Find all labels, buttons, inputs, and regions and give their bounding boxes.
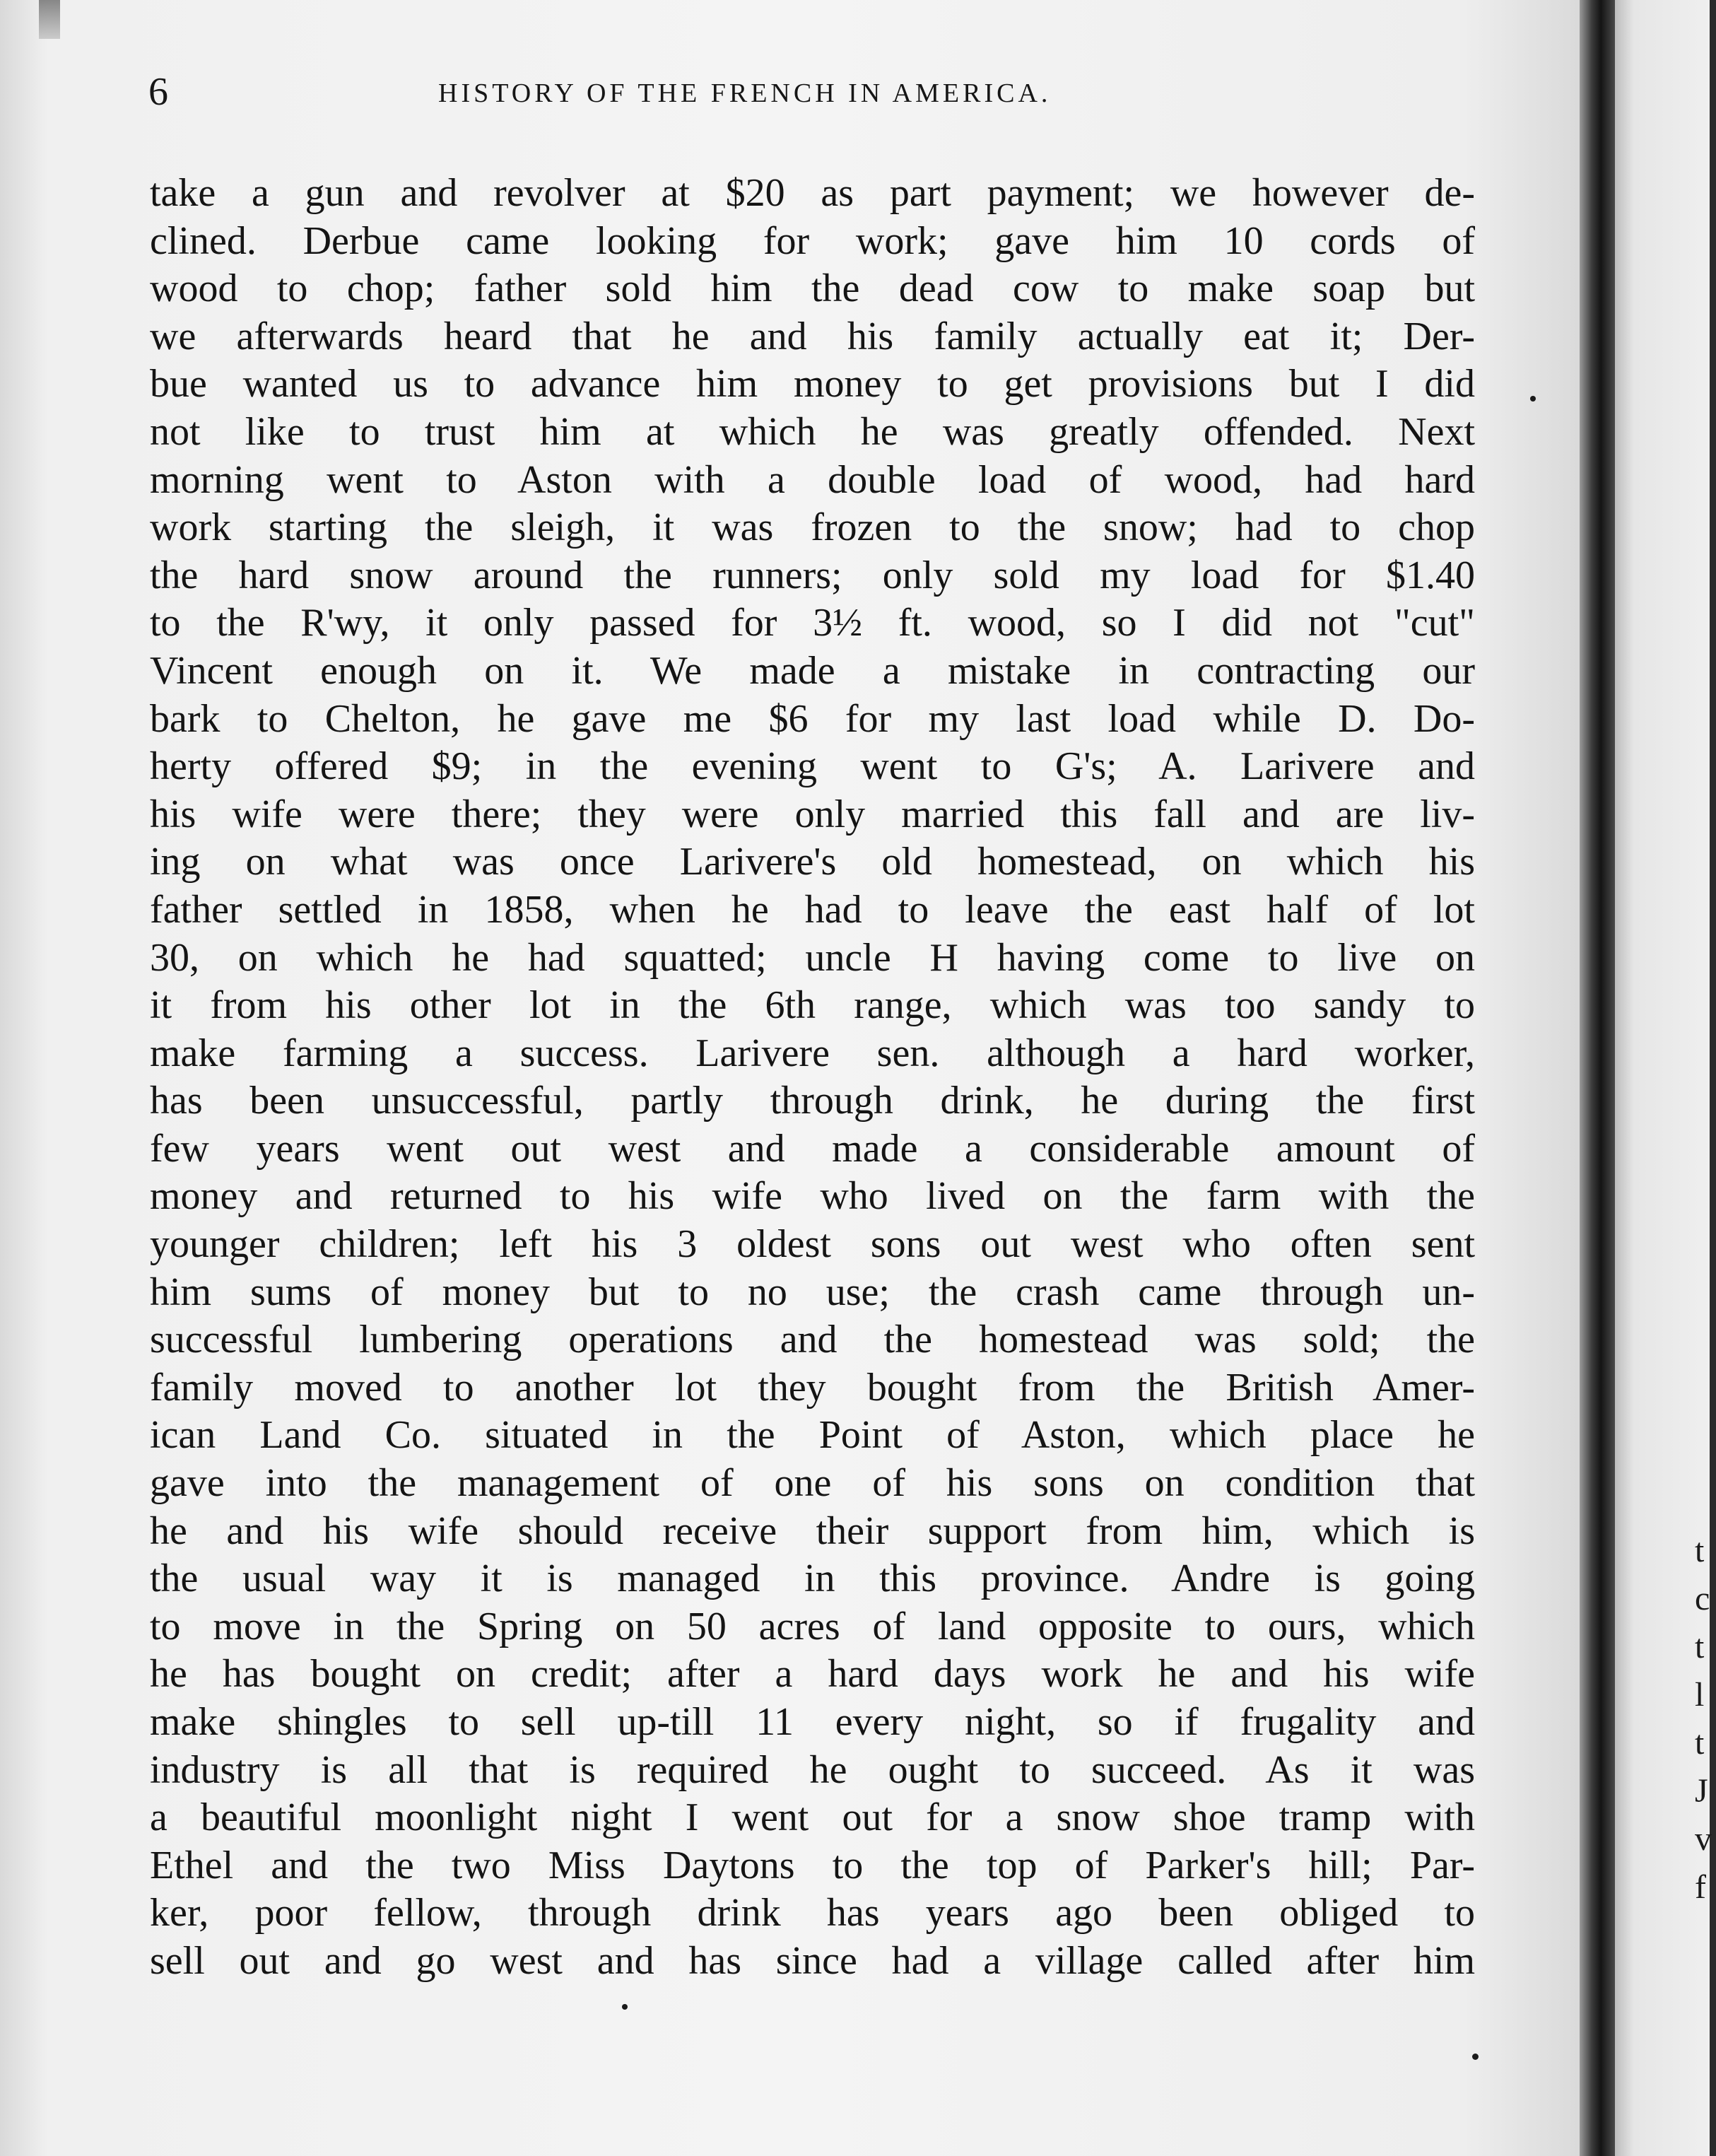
text-line: make shingles to sell up-till 11 every night, so if frugality and xyxy=(150,1700,1475,1744)
text-line: to move in the Spring on 50 acres of land opposite to ours, which xyxy=(150,1604,1475,1648)
text-line: few years went out west and made a considerable amount of xyxy=(150,1126,1475,1171)
text-line: successful lumbering operations and the homestead was sold; the xyxy=(150,1318,1475,1362)
text-line: ker, poor fellow, through drink has years ago been obliged to xyxy=(150,1891,1475,1935)
adjacent-letter: f xyxy=(1695,1868,1706,1906)
text-line: not like to trust him at which he was greatly offended. Next xyxy=(150,409,1475,454)
ink-speck xyxy=(1530,396,1536,402)
adjacent-letter: t xyxy=(1695,1628,1705,1665)
text-line: morning went to Aston with a double load of wood, had hard xyxy=(150,457,1475,502)
text-line: 30, on which he had squatted; uncle H having come to live on xyxy=(150,935,1475,980)
text-line: industry is all that is required he ought to succeed. As it was xyxy=(150,1747,1475,1792)
text-line: the hard snow around the runners; only sold my load for $1.40 xyxy=(150,553,1475,597)
page-number: 6 xyxy=(148,70,168,114)
text-line: we afterwards heard that he and his family actually eat it; Der- xyxy=(150,314,1475,358)
text-line: he and his wife should receive their support from him, which is xyxy=(150,1508,1475,1553)
text-line: his wife were there; they were only married this fall and are liv- xyxy=(150,792,1475,836)
adjacent-letter: J xyxy=(1695,1772,1708,1810)
scan-edge-mark xyxy=(39,0,60,39)
text-line: ing on what was once Larivere's old homestead, on which his xyxy=(150,840,1475,884)
text-line: bark to Chelton, he gave me $6 for my last load while D. Do- xyxy=(150,696,1475,741)
text-line: ican Land Co. situated in the Point of Aston, which place he xyxy=(150,1413,1475,1458)
text-line: to the R'wy, it only passed for 3½ ft. wood, so I did not "cut" xyxy=(150,601,1475,645)
adjacent-letter: v xyxy=(1695,1820,1712,1858)
adjacent-letter: c xyxy=(1695,1580,1710,1617)
text-line: work starting the sleigh, it was frozen to the snow; had to chop xyxy=(150,505,1475,550)
adjacent-page-letters xyxy=(1695,1527,1716,1911)
text-line: bue wanted us to advance him money to get provisions but I did xyxy=(150,362,1475,406)
text-line: him sums of money but to no use; the crash came through un- xyxy=(150,1270,1475,1314)
ink-speck xyxy=(1472,2054,1479,2060)
text-line: take a gun and revolver at $20 as part payment; we however de- xyxy=(150,171,1475,215)
text-line: make farming a success. Larivere sen. although a hard worker, xyxy=(150,1031,1475,1075)
adjacent-letter: t xyxy=(1695,1724,1705,1762)
running-title: HISTORY OF THE FRENCH IN AMERICA. xyxy=(438,78,1052,108)
text-line: money and returned to his wife who lived on the farm with the xyxy=(150,1174,1475,1219)
book-gutter xyxy=(1580,0,1615,2156)
text-line: Ethel and the two Miss Daytons to the top of Parker's hill; Par- xyxy=(150,1843,1475,1887)
text-line: wood to chop; father sold him the dead cow to make soap but xyxy=(150,266,1475,311)
text-line: family moved to another lot they bought from the British Amer- xyxy=(150,1365,1475,1410)
body-text xyxy=(150,170,1475,1986)
text-line: a beautiful moonlight night I went out for a snow shoe tramp with xyxy=(150,1795,1475,1840)
text-line: Vincent enough on it. We made a mistake in contracting our xyxy=(150,648,1475,693)
adjacent-letter: t xyxy=(1695,1532,1705,1569)
ink-speck xyxy=(622,2004,628,2010)
text-line: the usual way it is managed in this province. Andre is going xyxy=(150,1557,1475,1601)
text-line: younger children; left his 3 oldest sons out west who often sent xyxy=(150,1222,1475,1267)
running-header xyxy=(148,71,1477,113)
adjacent-letter: l xyxy=(1695,1676,1705,1713)
text-line: gave into the management of one of his sons on condition that xyxy=(150,1461,1475,1506)
text-line: he has bought on credit; after a hard days work he and his wife xyxy=(150,1652,1475,1697)
text-line: father settled in 1858, when he had to leave the east half of lot xyxy=(150,887,1475,932)
text-line: sell out and go west and has since had a village called after him xyxy=(150,1938,1475,1983)
text-line: has been unsuccessful, partly through drink, he during the first xyxy=(150,1079,1475,1123)
text-line: herty offered $9; in the evening went to G's; A. Larivere and xyxy=(150,744,1475,789)
text-line: it from his other lot in the 6th range, which was too sandy to xyxy=(150,983,1475,1028)
text-line: clined. Derbue came looking for work; gave him 10 cords of xyxy=(150,218,1475,263)
